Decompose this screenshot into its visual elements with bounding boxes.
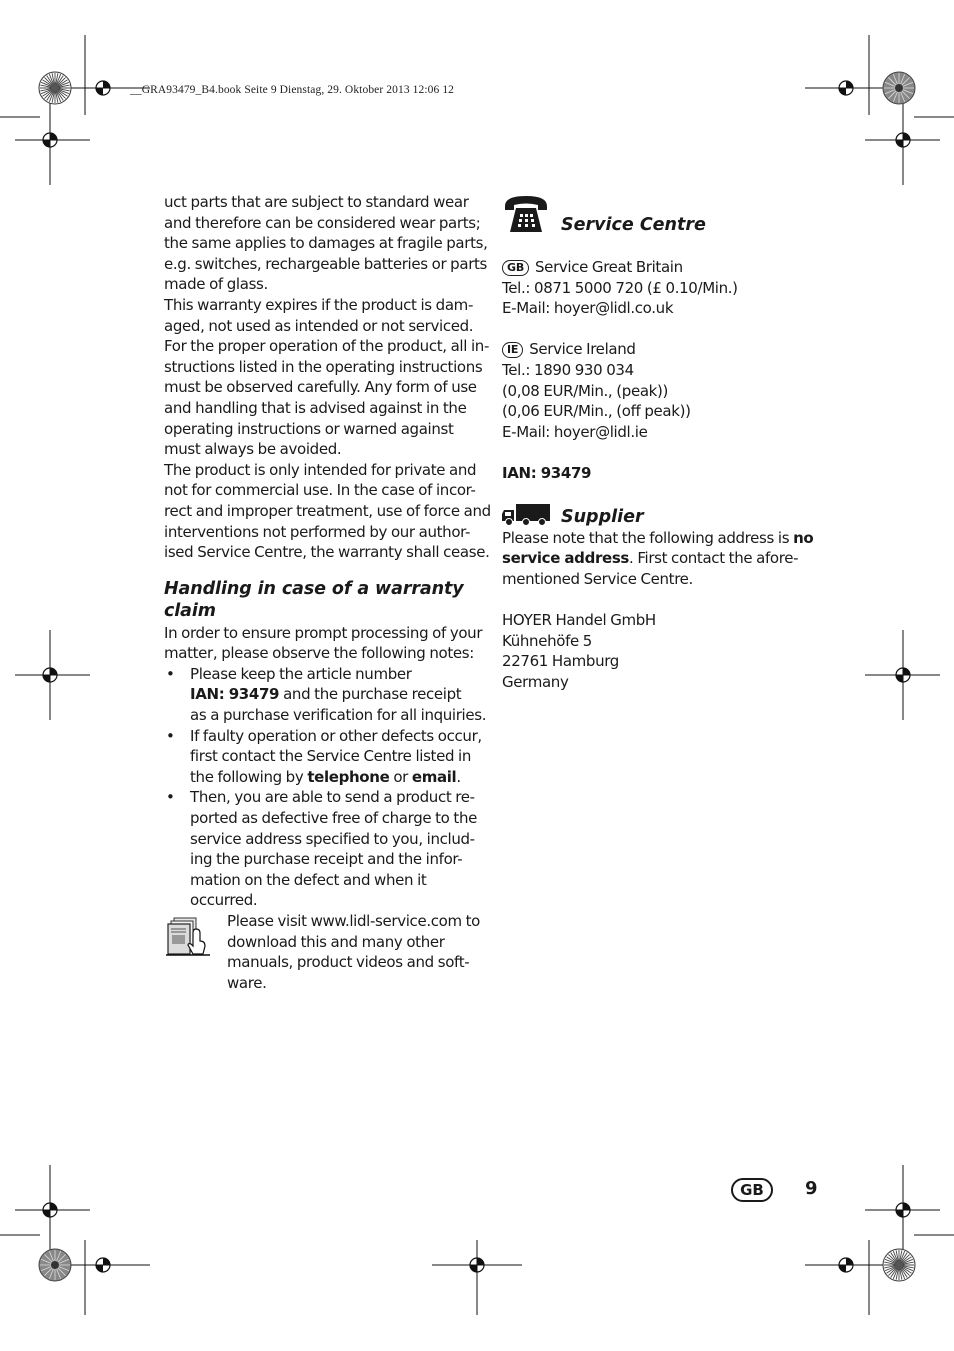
text-line [502, 339, 832, 360]
telephone-icon [502, 194, 550, 240]
warranty-text [164, 192, 491, 563]
visit-note [164, 911, 484, 993]
text-line: uct parts that are subject to standard wear [164, 193, 469, 211]
text-line: service address specified to you, includ- [190, 829, 475, 848]
phone-number: Tel.: 1890 930 034 [502, 360, 634, 379]
text-fragment: or [389, 767, 412, 786]
supplier-title: Supplier [561, 506, 644, 527]
text-line: The product is only intended for private and [164, 460, 477, 479]
page-number: 9 [805, 1178, 818, 1199]
service-ie [502, 339, 832, 442]
text-line: first contact the Service Centre listed in [190, 747, 472, 766]
text-line: and handling that is advised against in the [164, 398, 467, 417]
text-line: mation on the defect and when it [190, 870, 427, 889]
text-line: In order to ensure prompt processing of your [164, 623, 483, 642]
text-line: ported as defective free of charge to the [190, 809, 477, 828]
text-line [502, 548, 832, 569]
telephone-emphasis: telephone [307, 767, 390, 786]
text-fragment: . First contact the afore- [628, 549, 799, 568]
phone-number: Tel.: 0871 5000 720 (£ 0.10/Min.) [502, 278, 738, 297]
heading-line: Handling in case of a warranty [164, 578, 464, 599]
text-line: download this and many other [227, 932, 445, 951]
text-line: Please keep the article number [190, 664, 412, 683]
list-item [164, 726, 484, 788]
service-gb [502, 257, 832, 319]
text-line: ised Service Centre, the warranty shall cease. [164, 543, 490, 562]
address-line: 22761 Hamburg [502, 652, 619, 671]
handling-heading [164, 578, 484, 622]
service-name: Service Ireland [529, 340, 636, 359]
service-centre-title: Service Centre [561, 215, 706, 235]
text-line [190, 684, 484, 705]
text-line: must always be avoided. [164, 440, 342, 459]
text-line: rect and improper treatment, use of force and [164, 501, 491, 520]
email-emphasis: email [411, 767, 457, 786]
text-line: For the proper operation of the product, all in- [164, 337, 490, 356]
spacer [502, 319, 832, 340]
list-item [164, 664, 487, 726]
text-line: manuals, product videos and soft- [227, 953, 470, 972]
manual-download-icon [166, 915, 210, 963]
gb-badge: GB [502, 260, 529, 276]
text-fragment: the following by [190, 767, 308, 786]
ian-number: IAN: 93479 [502, 463, 592, 482]
heading-line: claim [164, 600, 216, 621]
text-line: Please visit www.lidl-service.com to [227, 912, 481, 930]
text-line: interventions not performed by our author- [164, 522, 471, 541]
spacer [502, 442, 832, 463]
text-line: structions listed in the operating instructions [164, 357, 483, 376]
email-address: E-Mail: hoyer@lidl.ie [502, 422, 648, 441]
text-line: This warranty expires if the product is dam- [164, 295, 474, 314]
list-item [164, 787, 484, 911]
notes-list [164, 664, 487, 911]
text-line: as a purchase verification for all inquiries. [190, 706, 487, 725]
text-line [502, 257, 832, 278]
file-info-header: __GRA93479_B4.book Seite 9 Dienstag, 29. Oktober 2013 12:06 12 [130, 84, 455, 96]
ie-badge: IE [502, 342, 523, 358]
text-line: matter, please observe the following notes: [164, 644, 474, 663]
address-line: HOYER Handel GmbH [502, 610, 656, 629]
left-column [164, 192, 491, 993]
bullet-icon: • [166, 788, 175, 807]
truck-icon [502, 504, 550, 532]
text-fragment: . [456, 767, 461, 786]
rate-peak: (0,08 EUR/Min., (peak)) [502, 381, 669, 400]
service-name: Service Great Britain [535, 258, 683, 276]
text-line: ware. [227, 973, 267, 992]
ian-number: IAN: 93479 [190, 685, 280, 704]
bullet-icon: • [166, 726, 175, 745]
supplier-note [502, 528, 832, 590]
text-line: aged, not used as intended or not serviced. [164, 316, 474, 335]
text-line: mentioned Service Centre. [502, 569, 693, 588]
text-line: and therefore can be considered wear parts; [164, 213, 481, 232]
country-badge: GB [731, 1178, 773, 1202]
text-line: If faulty operation or other defects occur, [190, 726, 482, 745]
text-line: ing the purchase receipt and the infor- [190, 850, 463, 869]
bullet-icon: • [166, 664, 175, 683]
address-line: Kühnehöfe 5 [502, 631, 592, 650]
text-fragment: Please note that the following address is [502, 528, 794, 547]
supplier-heading [502, 484, 832, 528]
email-address: E-Mail: hoyer@lidl.co.uk [502, 299, 674, 318]
rate-offpeak: (0,06 EUR/Min., (off peak)) [502, 402, 691, 421]
service-address-emphasis: service address [502, 549, 629, 568]
text-line [502, 528, 832, 549]
handling-intro [164, 623, 484, 664]
text-line: Then, you are able to send a product re- [190, 788, 475, 807]
text-fragment: and the purchase receipt [279, 685, 462, 704]
text-line: not for commercial use. In the case of incor- [164, 481, 476, 500]
right-column [502, 192, 832, 692]
address-line: Germany [502, 672, 569, 691]
spacer [502, 589, 832, 610]
no-emphasis: no [793, 528, 814, 547]
text-line: made of glass. [164, 275, 268, 294]
text-line: occurred. [190, 891, 258, 910]
text-line: e.g. switches, rechargeable batteries or parts [164, 254, 488, 273]
text-line: the same applies to damages at fragile parts, [164, 234, 488, 253]
text-line: must be observed carefully. Any form of use [164, 378, 477, 397]
text-line [190, 767, 484, 788]
text-line: operating instructions or warned against [164, 419, 454, 438]
service-centre-heading [502, 192, 832, 257]
supplier-address [502, 610, 832, 692]
